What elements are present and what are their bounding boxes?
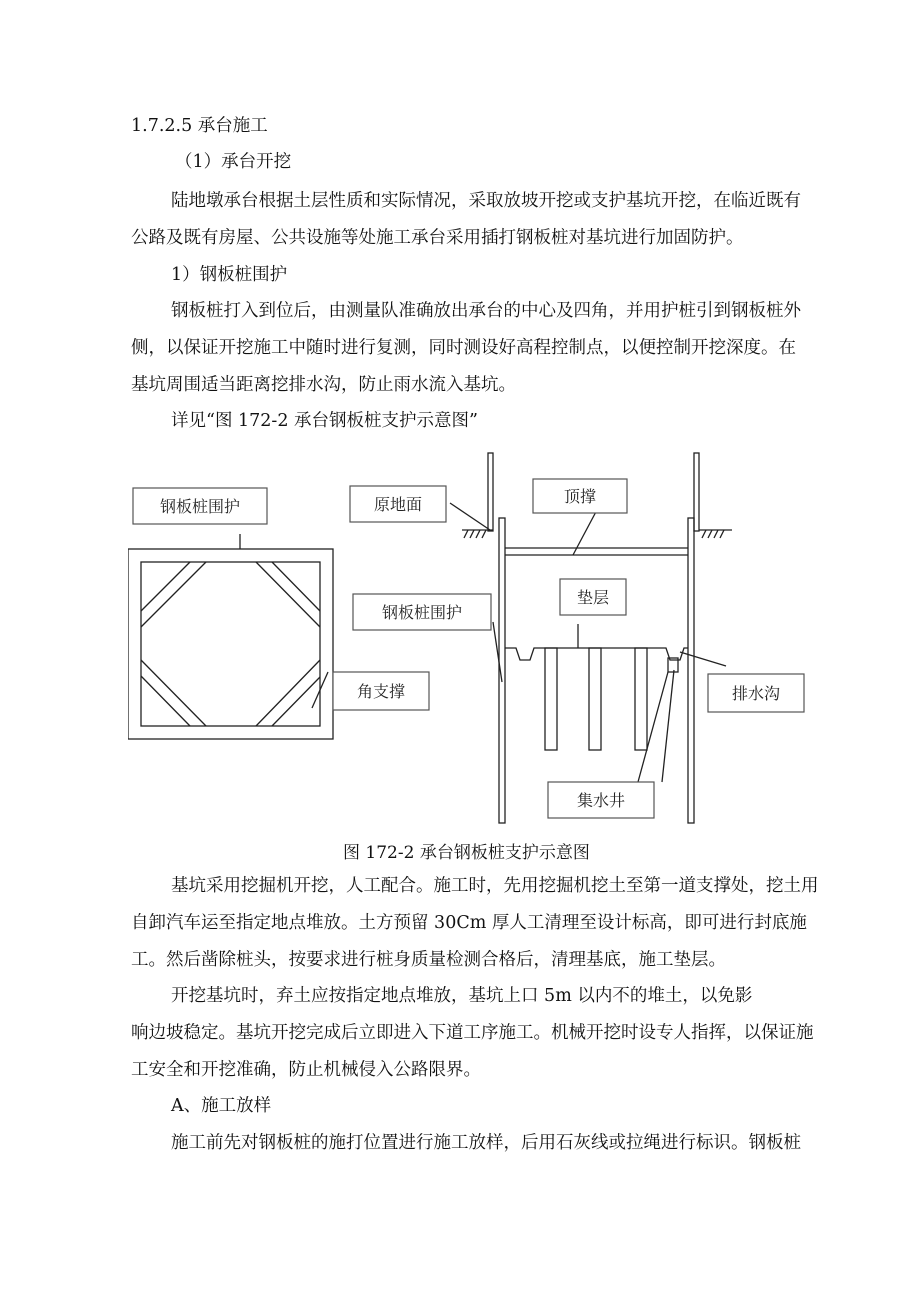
sub-heading: （1）承台开挖 xyxy=(175,152,292,172)
plan-inner-frame xyxy=(141,562,320,726)
paragraph-3-line-1: 基坑采用挖掘机开挖，人工配合。施工时，先用挖掘机挖土至第一道支撑处，挖土用 xyxy=(171,876,819,896)
label-drain-ditch: 排水沟 xyxy=(731,684,781,703)
figure-reference: 详见“图 172-2 承台钢板桩支护示意图” xyxy=(171,411,478,431)
label-corner-brace: 角支撑 xyxy=(356,682,406,701)
label-sump: 集水井 xyxy=(576,791,626,810)
left-outer-pile xyxy=(488,453,493,531)
support-diagram xyxy=(128,448,818,832)
paragraph-1-line-1: 陆地墩承台根据土层性质和实际情况，采取放坡开挖或支护基坑开挖，在临近既有 xyxy=(171,191,801,211)
paragraph-4-line-2: 响边坡稳定。基坑开挖完成后立即进入下道工序施工。机械开挖时设专人指挥，以保证施 xyxy=(131,1023,814,1043)
section-heading: 1.7.2.5 承台施工 xyxy=(131,116,268,136)
corner-brace-lines xyxy=(141,562,320,726)
paragraph-3-line-2: 自卸汽车运至指定地点堆放。土方预留 30Cm 厚人工清理至设计标高，即可进行封底施 xyxy=(131,913,807,933)
item-a-heading: A、施工放样 xyxy=(171,1096,272,1116)
cushion-profile xyxy=(505,648,688,660)
paragraph-4-line-1: 开挖基坑时，弃土应按指定地点堆放，基坑上口 5m 以内不的堆土，以免影 xyxy=(171,986,753,1006)
paragraph-2-line-2: 侧，以保证开挖施工中随时进行复测，同时测设好高程控制点，以便控制开挖深度。在 xyxy=(131,338,796,358)
pile-1 xyxy=(545,648,557,750)
label-cushion: 垫层 xyxy=(576,588,610,607)
item-1-heading: 1）钢板桩围护 xyxy=(171,265,288,285)
support-diagram-svg xyxy=(128,448,818,832)
label-original-ground: 原地面 xyxy=(373,495,423,514)
ground-hatch xyxy=(464,530,724,538)
pile-2 xyxy=(589,648,601,750)
paragraph-2-line-1: 钢板桩打入到位后，由测量队准确放出承台的中心及四角，并用护桩引到钢板桩外 xyxy=(171,301,801,321)
label-sheet-pile-section: 钢板桩围护 xyxy=(381,603,463,622)
paragraph-4-line-3: 工安全和开挖准确，防止机械侵入公路限界。 xyxy=(131,1060,481,1080)
paragraph-2-line-3: 基坑周围适当距离挖排水沟，防止雨水流入基坑。 xyxy=(131,375,516,395)
paragraph-1-line-2: 公路及既有房屋、公共设施等处施工承台采用插打钢板桩对基坑进行加固防护。 xyxy=(131,228,744,248)
pile-3 xyxy=(635,648,647,750)
label-sheet-pile-plan: 钢板桩围护 xyxy=(159,497,241,516)
paragraph-3-line-3: 工。然后凿除桩头，按要求进行桩身质量检测合格后，清理基底，施工垫层。 xyxy=(131,950,726,970)
label-top-brace: 顶撑 xyxy=(563,487,597,506)
figure-caption: 图 172-2 承台钢板桩支护示意图 xyxy=(343,843,590,863)
paragraph-5-line-1: 施工前先对钢板桩的施打位置进行施工放样，后用石灰线或拉绳进行标识。钢板桩 xyxy=(171,1133,801,1153)
plan-outer-frame xyxy=(128,549,333,739)
right-sheet-pile xyxy=(688,518,694,823)
right-outer-pile xyxy=(694,453,699,531)
